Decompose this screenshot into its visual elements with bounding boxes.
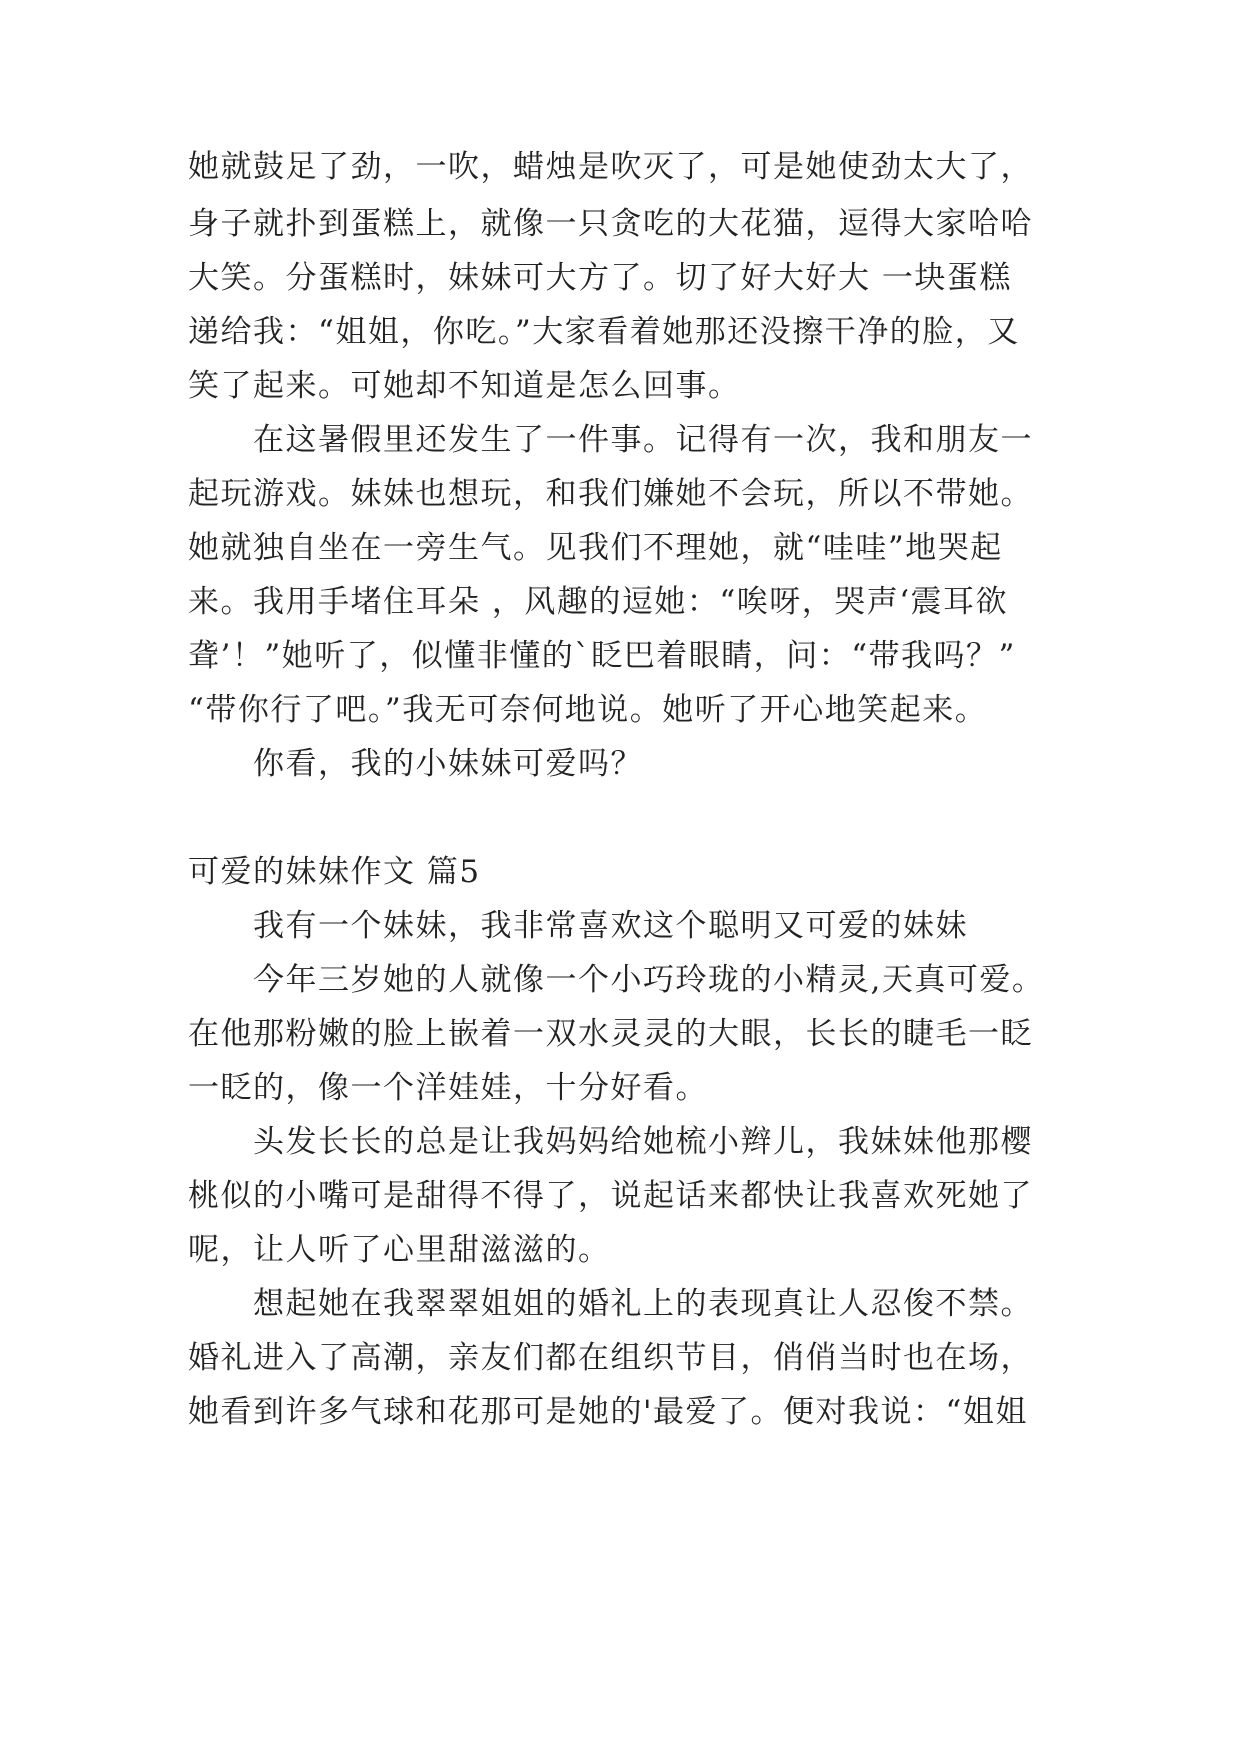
paragraph-first-line: 想起她在我翠翠姐姐的婚礼上的表现真让人忍俊不禁。 — [253, 1286, 1033, 1322]
paragraph-line: 一眨的，像一个洋娃娃，十分好看。 — [188, 1070, 708, 1106]
paragraph-line: 婚礼进入了高潮，亲友们都在组织节目，俏俏当时也在场， — [188, 1340, 1033, 1376]
paragraph-first-line: 在这暑假里还发生了一件事。记得有一次，我和朋友一 — [253, 422, 1033, 458]
paragraph-line: 她看到许多气球和花那可是她的'最爱了。便对我说：“姐姐 — [188, 1394, 1028, 1430]
paragraph-line: 来。我用手堵住耳朵 ，风趣的逗她：“唉呀，哭声‘震耳欲 — [188, 584, 1009, 620]
paragraph-line: 在他那粉嫩的脸上嵌着一双水灵灵的大眼，长长的睫毛一眨 — [188, 1016, 1033, 1052]
paragraph-line: 笑了起来。可她却不知道是怎么回事。 — [188, 368, 741, 404]
paragraph-line: 身子就扑到蛋糕上，就像一只贪吃的大花猫，逗得大家哈哈 — [188, 206, 1033, 242]
paragraph-line: 起玩游戏。妹妹也想玩，和我们嫌她不会玩，所以不带她。 — [188, 476, 1033, 512]
paragraph-line: 桃似的小嘴可是甜得不得了，说起话来都快让我喜欢死她了 — [188, 1178, 1033, 1214]
paragraph-line: 她就独自坐在一旁生气。见我们不理她，就“哇哇”地哭起 — [188, 530, 1003, 566]
paragraph-line: 大笑。分蛋糕时，妹妹可大方了。切了好大好大 一块蛋糕 — [188, 260, 1012, 296]
paragraph-first-line: 今年三岁她的人就像一个小巧玲珑的小精灵,天真可爱。 — [253, 962, 1045, 998]
paragraph-line: 递给我：“姐姐，你吃。”大家看着她那还没擦干净的脸，又 — [188, 314, 1020, 350]
paragraph-line: 呢，让人听了心里甜滋滋的。 — [188, 1232, 611, 1268]
paragraph-line: 她就鼓足了劲，一吹，蜡烛是吹灭了，可是她使劲太大了， — [188, 149, 1033, 185]
paragraph-first-line: 你看，我的小妹妹可爱吗？ — [253, 746, 643, 782]
paragraph-line: 聋’！”她听了，似懂非懂的`眨巴着眼睛，问：“带我吗？” — [188, 638, 1016, 674]
paragraph-first-line: 头发长长的总是让我妈妈给她梳小辫儿，我妹妹他那樱 — [253, 1124, 1033, 1160]
section-heading: 可爱的妹妹作文 篇5 — [188, 854, 481, 890]
paragraph-first-line: 我有一个妹妹，我非常喜欢这个聪明又可爱的妹妹 — [253, 908, 968, 944]
paragraph-line: “带你行了吧。”我无可奈何地说。她听了开心地笑起来。 — [188, 692, 988, 728]
